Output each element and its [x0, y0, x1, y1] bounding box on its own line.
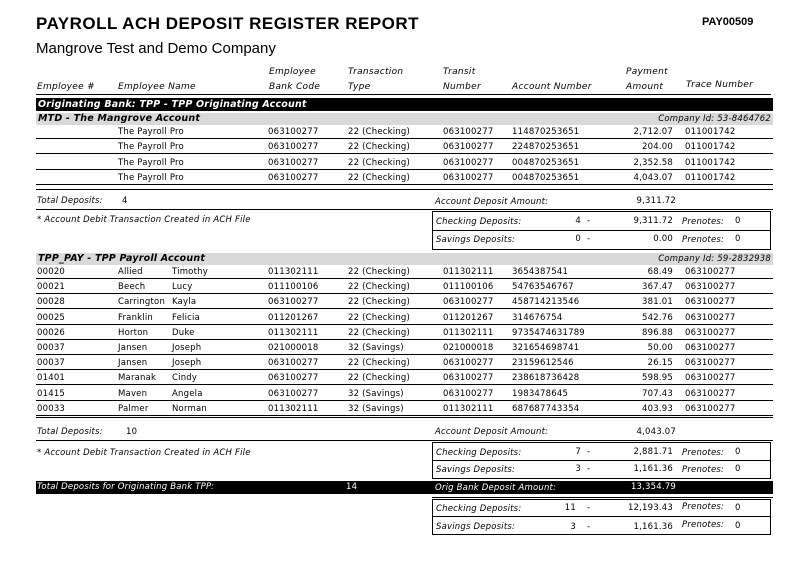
employee-number: 00025	[37, 312, 66, 323]
savings-amount: 1,161.36	[633, 464, 673, 474]
trace-number: 063100277	[685, 343, 736, 353]
transit-number: 011302111	[443, 327, 494, 338]
section-rule	[36, 209, 773, 210]
savings-count: 0	[575, 234, 581, 244]
total-deposits-count: 10	[126, 427, 138, 437]
payment-amount: 707.43	[642, 388, 673, 399]
savings-label: Savings Deposits:	[436, 235, 516, 245]
employee-number: 00028	[37, 297, 66, 308]
bank-code: 011302111	[268, 403, 319, 414]
employee-last-name: Palmer	[118, 403, 149, 414]
row-rule	[36, 278, 773, 279]
trace-number: 063100277	[685, 403, 736, 414]
account-number: 23159612546	[512, 358, 574, 369]
employee-first-name: Norman	[172, 403, 207, 414]
section-name: MTD - The Mangrove Account	[38, 113, 201, 124]
bank-code: 063100277	[268, 358, 319, 369]
transaction-type: 22 (Checking)	[348, 312, 411, 323]
transit-number: 021000018	[443, 343, 494, 353]
employee-number: 00037	[37, 343, 66, 353]
trace-number: 063100277	[685, 388, 736, 399]
savings-prenotes: 0	[735, 464, 741, 474]
trace-number: 011001742	[685, 172, 736, 183]
employee-last-name: Jansen	[118, 358, 148, 369]
payment-amount: 403.93	[642, 403, 673, 414]
transaction-type: 32 (Savings)	[348, 343, 404, 353]
orig-deposit-amount: 13,354.79	[630, 482, 676, 492]
checking-label: Checking Deposits:	[436, 217, 522, 227]
checking-prenotes: 0	[735, 503, 741, 513]
account-deposit-label: Account Deposit Amount:	[435, 197, 549, 207]
trace-number: 063100277	[685, 297, 736, 308]
savings-prenotes-label: Prenotes:	[682, 465, 725, 475]
transaction-type: 22 (Checking)	[348, 157, 411, 168]
col-transit: Number	[443, 82, 481, 92]
payment-amount: 367.47	[642, 282, 673, 293]
col-employee-name: Employee Name	[118, 82, 196, 92]
trace-number: 063100277	[685, 373, 736, 384]
employee-last-name: The Payroll Pro	[118, 157, 184, 168]
savings-dash: -	[587, 234, 591, 244]
payment-amount: 896.88	[642, 327, 673, 338]
row-rule	[36, 339, 773, 340]
account-number: 314676754	[512, 312, 563, 323]
employee-number: 00033	[37, 403, 66, 414]
employee-number: 00037	[37, 358, 66, 369]
trace-number: 063100277	[685, 267, 736, 277]
trace-number: 063100277	[685, 358, 736, 369]
bank-code: 063100277	[268, 172, 319, 183]
debit-note: * Account Debit Transaction Created in ACH File	[37, 215, 251, 225]
trace-number: 011001742	[685, 127, 736, 137]
orig-deposit-label: Orig Bank Deposit Amount:	[435, 483, 557, 493]
trace-number: 063100277	[685, 282, 736, 293]
row-rule	[36, 153, 773, 154]
payment-amount: 542.76	[642, 312, 673, 323]
transaction-type: 32 (Savings)	[348, 388, 404, 399]
account-number: 238618736428	[512, 373, 580, 384]
account-number: 114870253651	[512, 127, 580, 137]
employee-first-name: Timothy	[172, 267, 208, 277]
transit-number: 063100277	[443, 127, 494, 137]
checking-prenotes: 0	[735, 447, 741, 457]
savings-count: 3	[570, 522, 576, 532]
account-number: 458714213546	[512, 297, 580, 308]
transit-number: 063100277	[443, 157, 494, 168]
payment-amount: 598.95	[642, 373, 673, 384]
account-number: 9735474631789	[512, 327, 585, 338]
trace-number: 011001742	[685, 157, 736, 168]
trace-number: 063100277	[685, 327, 736, 338]
checking-amount: 12,193.43	[627, 503, 673, 513]
company-name: Mangrove Test and Demo Company	[36, 40, 276, 57]
account-number: 321654698741	[512, 343, 580, 353]
orig-breakdown-box	[432, 499, 771, 535]
employee-last-name: Maranak	[118, 373, 157, 384]
report-id: PAY00509	[702, 16, 754, 28]
deposit-breakdown-box	[432, 442, 771, 479]
bank-code: 063100277	[268, 127, 319, 137]
account-number: 004870253651	[512, 172, 580, 183]
transit-number: 011201267	[443, 312, 494, 323]
checking-count: 7	[575, 447, 581, 457]
bank-code: 063100277	[268, 373, 319, 384]
checking-amount: 9,311.72	[633, 216, 673, 226]
header-rule	[36, 94, 771, 95]
payment-amount: 2,712.07	[633, 127, 673, 137]
account-number: 004870253651	[512, 157, 580, 168]
account-number: 224870253651	[512, 142, 580, 153]
checking-prenotes-label: Prenotes:	[682, 217, 725, 227]
employee-last-name: Beech	[118, 282, 146, 293]
col-trans-type-top: Transaction	[348, 67, 404, 77]
total-deposits-label: Total Deposits:	[37, 196, 103, 206]
transit-number: 011100106	[443, 282, 494, 293]
col-payment: Amount	[626, 82, 664, 92]
savings-prenotes-label: Prenotes:	[682, 235, 725, 245]
orig-total-label: Total Deposits for Originating Bank TPP:	[37, 482, 215, 492]
employee-first-name: Cindy	[172, 373, 198, 384]
transit-number: 063100277	[443, 373, 494, 384]
row-rule	[36, 308, 773, 309]
savings-prenotes: 0	[735, 521, 741, 531]
row-rule	[36, 184, 773, 185]
total-deposits-label: Total Deposits:	[37, 427, 103, 437]
transit-number: 011302111	[443, 267, 494, 277]
account-number: 54763546767	[512, 282, 574, 293]
transaction-type: 22 (Checking)	[348, 358, 411, 369]
employee-last-name: The Payroll Pro	[118, 127, 184, 137]
savings-label: Savings Deposits:	[436, 465, 516, 475]
employee-first-name: Joseph	[172, 343, 202, 353]
transaction-type: 22 (Checking)	[348, 267, 411, 277]
row-rule	[36, 384, 773, 385]
row-rule	[36, 138, 773, 139]
employee-first-name: Felicia	[172, 312, 201, 323]
savings-dash: -	[587, 522, 591, 532]
account-number: 1983478645	[512, 388, 569, 399]
payment-amount: 4,043.07	[633, 172, 673, 183]
employee-last-name: Horton	[118, 327, 149, 338]
bank-code: 011302111	[268, 327, 319, 338]
savings-dash: -	[587, 464, 591, 474]
orig-total-count: 14	[346, 482, 358, 492]
trace-number: 011001742	[685, 142, 736, 153]
transaction-type: 22 (Checking)	[348, 127, 411, 137]
section-rule	[36, 440, 773, 441]
company-id: Company Id: 53-8464762	[658, 114, 771, 124]
transit-number: 063100277	[443, 297, 494, 308]
employee-first-name: Joseph	[172, 358, 202, 369]
section-band	[36, 253, 773, 265]
transit-number: 063100277	[443, 388, 494, 399]
checking-label: Checking Deposits:	[436, 448, 522, 458]
checking-dash: -	[587, 447, 591, 457]
employee-last-name: Carrington	[118, 297, 166, 308]
col-trans-type: Type	[348, 82, 371, 92]
employee-first-name: Lucy	[172, 282, 193, 293]
section-rule	[432, 497, 773, 498]
employee-number: 00021	[37, 282, 66, 293]
bank-code: 011100106	[268, 282, 319, 293]
payment-amount: 26.15	[647, 358, 673, 369]
bank-code: 063100277	[268, 157, 319, 168]
bank-code: 011302111	[268, 267, 319, 277]
employee-last-name: Franklin	[118, 312, 153, 323]
savings-amount: 1,161.36	[633, 522, 673, 532]
transaction-type: 22 (Checking)	[348, 373, 411, 384]
col-account-number: Account Number	[512, 82, 592, 92]
section-rule	[36, 417, 773, 418]
account-number: 3654387541	[512, 267, 569, 277]
transaction-type: 22 (Checking)	[348, 282, 411, 293]
debit-note: * Account Debit Transaction Created in ACH File	[37, 448, 251, 458]
employee-first-name: Kayla	[172, 297, 197, 308]
row-rule	[36, 169, 773, 170]
savings-amount: 0.00	[653, 234, 673, 244]
account-deposit-amount: 9,311.72	[636, 196, 676, 206]
transit-number: 063100277	[443, 142, 494, 153]
row-rule	[36, 415, 773, 416]
checking-count: 11	[564, 503, 576, 513]
checking-amount: 2,881.71	[633, 447, 673, 457]
employee-number: 00020	[37, 267, 66, 277]
transit-number: 063100277	[443, 358, 494, 369]
transaction-type: 22 (Checking)	[348, 327, 411, 338]
employee-first-name: Angela	[172, 388, 203, 399]
bank-code: 011201267	[268, 312, 319, 323]
row-rule	[36, 400, 773, 401]
transit-number: 011302111	[443, 403, 494, 414]
col-trace-number: Trace Number	[686, 80, 754, 90]
col-employee-num: Employee #	[37, 82, 95, 92]
employee-first-name: Duke	[172, 327, 195, 338]
section-rule	[36, 189, 773, 190]
transit-number: 063100277	[443, 172, 494, 183]
bank-code: 063100277	[268, 142, 319, 153]
row-rule	[36, 324, 773, 325]
employee-last-name: The Payroll Pro	[118, 172, 184, 183]
col-payment-top: Payment	[626, 67, 668, 77]
checking-prenotes: 0	[735, 216, 741, 226]
row-rule	[36, 354, 773, 355]
payment-amount: 50.00	[647, 343, 673, 353]
section-name: TPP_PAY - TPP Payroll Account	[38, 253, 206, 264]
checking-prenotes-label: Prenotes:	[682, 448, 725, 458]
employee-last-name: The Payroll Pro	[118, 142, 184, 153]
row-rule	[36, 369, 773, 370]
account-number: 687687743354	[512, 403, 580, 414]
col-bank-code: Bank Code	[269, 82, 321, 92]
transaction-type: 32 (Savings)	[348, 403, 404, 414]
account-deposit-amount: 4,043.07	[636, 427, 676, 437]
employee-number: 01415	[37, 388, 66, 399]
savings-prenotes-label: Prenotes:	[682, 520, 725, 530]
payment-amount: 68.49	[647, 267, 673, 277]
checking-count: 4	[575, 216, 581, 226]
employee-number: 01401	[37, 373, 66, 384]
checking-prenotes-label: Prenotes:	[682, 502, 725, 512]
employee-last-name: Jansen	[118, 343, 148, 353]
originating-bank-band	[36, 98, 773, 111]
bank-code: 021000018	[268, 343, 319, 353]
col-bank-code-top: Employee	[269, 67, 316, 77]
checking-dash: -	[587, 503, 591, 513]
transaction-type: 22 (Checking)	[348, 142, 411, 153]
originating-bank-label: Originating Bank: TPP - TPP Originating Account	[38, 99, 307, 110]
employee-last-name: Allied	[118, 267, 143, 277]
bank-code: 063100277	[268, 297, 319, 308]
checking-label: Checking Deposits:	[436, 504, 522, 514]
savings-label: Savings Deposits:	[436, 522, 516, 532]
report-title: PAYROLL ACH DEPOSIT REGISTER REPORT	[36, 14, 420, 33]
checking-dash: -	[587, 216, 591, 226]
company-id: Company Id: 59-2832938	[658, 254, 771, 264]
bank-code: 063100277	[268, 388, 319, 399]
deposit-breakdown-box	[432, 211, 771, 250]
savings-prenotes: 0	[735, 234, 741, 244]
row-rule	[36, 293, 773, 294]
payment-amount: 204.00	[642, 142, 673, 153]
employee-last-name: Maven	[118, 388, 148, 399]
trace-number: 063100277	[685, 312, 736, 323]
payment-amount: 2,352.58	[633, 157, 673, 168]
section-band	[36, 113, 773, 125]
col-transit-top: Transit	[443, 67, 476, 77]
transaction-type: 22 (Checking)	[348, 172, 411, 183]
savings-count: 3	[575, 464, 581, 474]
account-deposit-label: Account Deposit Amount:	[435, 427, 549, 437]
transaction-type: 22 (Checking)	[348, 297, 411, 308]
originating-total-band	[36, 481, 773, 494]
total-deposits-count: 4	[122, 196, 128, 206]
payment-amount: 381.01	[642, 297, 673, 308]
employee-number: 00026	[37, 327, 66, 338]
